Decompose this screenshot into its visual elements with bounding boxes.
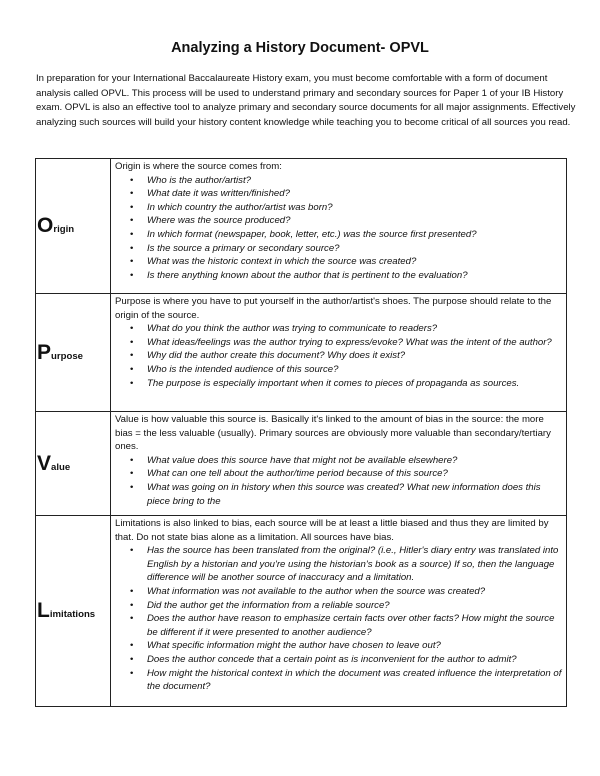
row-description: Origin is where the source comes from:: [115, 161, 282, 172]
content-origin: [111, 159, 567, 294]
content-value: [111, 412, 567, 516]
opvl-table: [35, 158, 567, 707]
content-limitations: [111, 516, 567, 707]
list-item: • Where was the source produced?: [147, 214, 562, 228]
label-letter: V: [37, 451, 52, 475]
row-value: [36, 412, 567, 516]
list-item: • What do you think the author was trying to communicate to readers?: [147, 322, 562, 336]
row-limitations: [36, 516, 567, 707]
label-value: [36, 412, 111, 516]
list-item: • Did the author get the information from a reliable source?: [147, 599, 562, 613]
list-item: • What was going on in history when this source was created? What new information does this piece bring to the: [147, 481, 562, 508]
list-item: • What date it was written/finished?: [147, 187, 562, 201]
list-item: • Does the author concede that a certain point as is inconvenient for the author to admit?: [147, 653, 562, 667]
page-title: Analyzing a History Document- OPVL: [171, 40, 429, 56]
list-item: • What value does this source have that might not be available elsewhere?: [147, 454, 562, 468]
label-rest: alue: [51, 461, 71, 473]
question-list: [115, 544, 562, 694]
label-rest: urpose: [51, 350, 84, 362]
question-list: [115, 454, 562, 508]
list-item: • In which format (newspaper, book, letter, etc.) was the source first presented?: [147, 228, 562, 242]
list-item: • Is there anything known about the author that is pertinent to the evaluation?: [147, 269, 562, 283]
intro-paragraph: In preparation for your International Baccalaureate History exam, you must become comfortable with a form of document analysis called OPVL. This process will be used to understand primary and secondary sources for Paper 1 of your IB History exam. OPVL is also an effective tool to analyze primary and secondary source documents for all major assignments. Effectively analyzing such sources will build your history content knowledge while teaching you to become critical of all sources you read.: [36, 73, 576, 128]
row-description: Limitations is also linked to bias, each source will be at least a little biased and thus they are limited by that. Do not state bias alone as a limitation. All sources have bias.: [115, 518, 549, 543]
label-letter: O: [37, 214, 54, 237]
list-item: • Who is the author/artist?: [147, 174, 562, 188]
label-rest: imitations: [49, 609, 96, 620]
row-description: Purpose is where you have to put yourself in the author/artist's shoes. The purpose should relate to the origin of the source.: [115, 296, 552, 321]
list-item: • The purpose is especially important when it comes to pieces of propaganda as sources.: [147, 377, 562, 391]
list-item: • What was the historic context in which the source was created?: [147, 255, 562, 269]
list-item: • What ideas/feelings was the author trying to express/evoke? What was the intent of the author?: [147, 336, 562, 350]
row-origin: [36, 159, 567, 294]
content-purpose: [111, 294, 567, 412]
label-limitations: [36, 516, 111, 707]
question-list: [115, 322, 562, 390]
list-item: • How might the historical context in which the document was created influence the interpretation of the document?: [147, 667, 562, 694]
list-item: • In which country the author/artist was born?: [147, 201, 562, 215]
list-item: • Is the source a primary or secondary source?: [147, 242, 562, 256]
list-item: • Has the source has been translated from the original? (i.e., Hitler's diary entry was translated into English by a historian and you're using the historian's book as a source) If so, then the language difference will be another source of inaccuracy and a limitation.: [147, 544, 562, 585]
list-item: • What specific information might the author have chosen to leave out?: [147, 639, 562, 653]
list-item: • Who is the intended audience of this source?: [147, 363, 562, 377]
question-list: [115, 174, 562, 283]
label-letter: L: [37, 599, 50, 622]
label-purpose: [36, 294, 111, 412]
label-rest: rigin: [53, 224, 75, 235]
list-item: • What information was not available to the author when the source was created?: [147, 585, 562, 599]
label-letter: P: [37, 340, 52, 364]
row-description: Value is how valuable this source is. Basically it's linked to the amount of bias in the source: the more bias = the less valuable (usually). Primary sources are obviously more valuable than secondary/tertiary ones.: [115, 414, 551, 453]
list-item: • Why did the author create this document? Why does it exist?: [147, 349, 562, 363]
list-item: • Does the author have reason to emphasize certain facts over other facts? How might the source be different if it were presented to another audience?: [147, 612, 562, 639]
row-purpose: [36, 294, 567, 412]
list-item: • What can one tell about the author/time period because of this source?: [147, 467, 562, 481]
label-origin: [36, 159, 111, 294]
